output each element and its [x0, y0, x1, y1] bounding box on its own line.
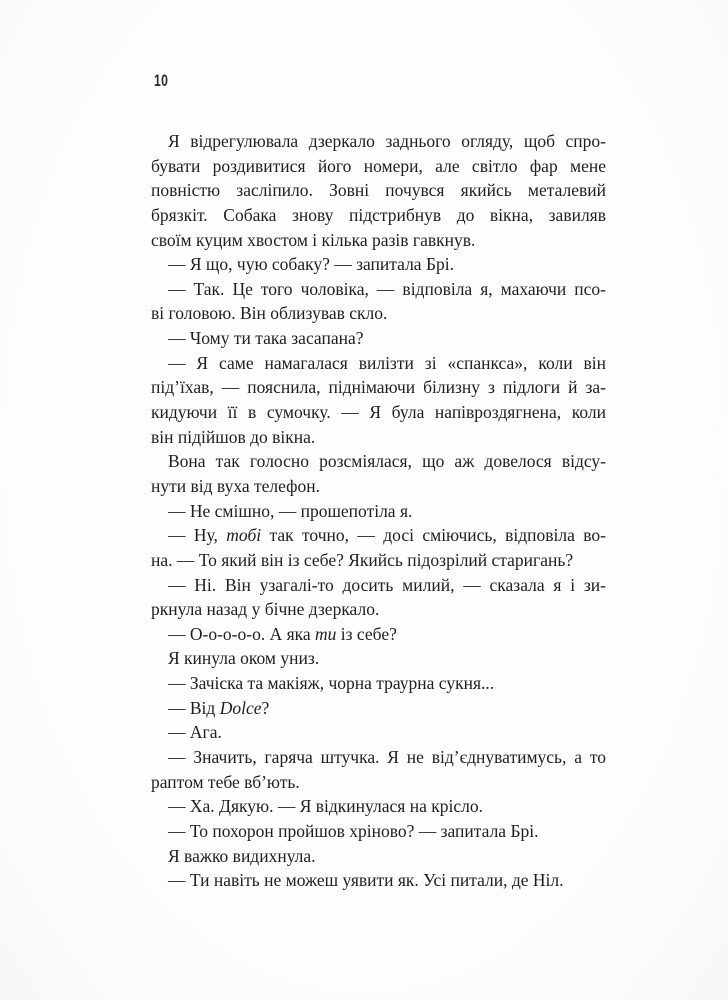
text-line: кидуючи її в сумочку. — Я була напівроздягнена, коли — [151, 402, 606, 423]
italic-text: тобі — [226, 525, 262, 546]
text-line: — Я що, чую собаку? — запитала Брі. — [168, 254, 454, 275]
text-line: — Значить, гаряча штучка. Я не від’єднуватимусь, а то — [168, 747, 606, 768]
text-line: своїм куцим хвостом і кілька разів гавкнув. — [151, 229, 476, 250]
text-line: Я кинула оком униз. — [168, 648, 320, 669]
text-line: — Від Dolce? — [168, 697, 270, 718]
text-line: на. — То який він із себе? Якийсь підозрілий старигань? — [151, 549, 574, 570]
body-text — [151, 129, 606, 893]
text-line: — Ти навіть не можеш уявити як. Усі питали, де Ніл. — [168, 870, 564, 891]
text-line: брязкіт. Собака знову підстрибнув до вікна, завиляв — [151, 204, 606, 225]
text-line: — Ну, тобі так точно, — досі сміючись, відповіла во- — [168, 525, 607, 546]
text-line: нути від вуха телефон. — [151, 475, 320, 496]
text-line: під’їхав, — пояснила, піднімаючи білизну з підлоги й за- — [151, 377, 606, 398]
text-line: — Так. Це того чоловіка, — відповіла я, махаючи псо- — [168, 278, 606, 299]
italic-text: Dolce — [219, 697, 262, 718]
italic-text: ти — [315, 623, 337, 644]
text-line: він підійшов до вікна. — [151, 426, 316, 447]
text-line: раптом тебе вб’ють. — [151, 771, 300, 792]
text-line: Я важко видихнула. — [168, 845, 316, 866]
text-line: — О-о-о-о-о. А яка ти із себе? — [168, 623, 397, 644]
page-number: 10 — [154, 71, 169, 90]
text-line: повністю засліпило. Зовні почувся якийсь металевий — [151, 180, 606, 201]
text-line: бувати роздивитися його номери, але світло фар мене — [151, 155, 606, 176]
text-line: — Ага. — [168, 722, 222, 743]
text-line: — Чому ти така засапана? — [168, 328, 364, 349]
text-line: — Ха. Дякую. — Я відкинулася на крісло. — [168, 796, 483, 817]
text-line: Вона так голосно розсміялася, що аж довелося відсу- — [168, 451, 606, 472]
text-line: — То похорон пройшов хріново? — запитала Брі. — [168, 820, 539, 841]
text-line: — Ні. Він узагалі-то досить милий, — сказала я і зи- — [168, 574, 606, 595]
text-line: Я відрегулювала дзеркало заднього огляду, щоб спро- — [168, 131, 606, 151]
text-line: ві головою. Він облизував скло. — [151, 303, 388, 324]
text-line: — Не смішно, — прошепотіла я. — [168, 500, 413, 521]
text-line: ркнула назад у бічне дзеркало. — [151, 599, 380, 620]
text-line: — Я саме намагалася вилізти зі «спанкса», коли він — [168, 352, 606, 373]
text-line: — Зачіска та макіяж, чорна траурна сукня... — [168, 673, 495, 694]
